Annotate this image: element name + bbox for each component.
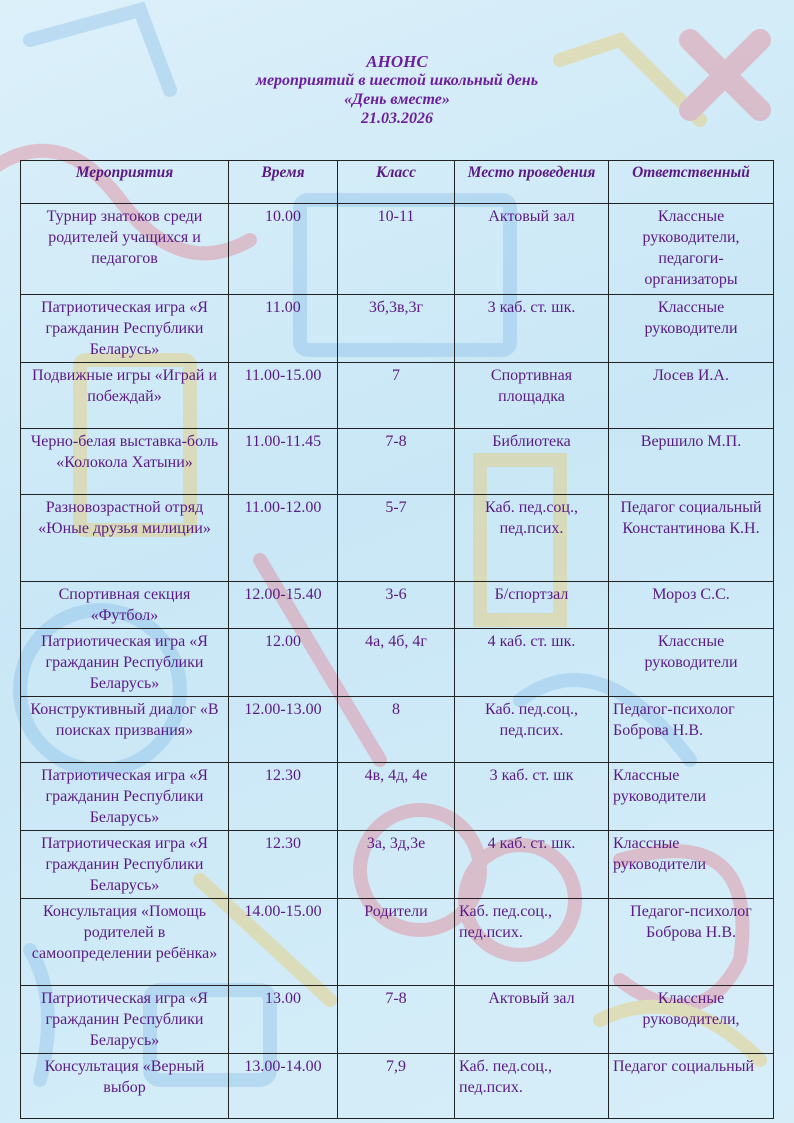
cell-class: 3б,3в,3г [338, 295, 455, 363]
cell-place: Каб. пед.соц., пед.псих. [455, 495, 609, 582]
table-row [21, 629, 774, 697]
cell-event: Патриотическая игра «Я гражданин Республики Беларусь» [21, 295, 229, 363]
table-row [21, 986, 774, 1054]
cell-event: Консультация «Верный выбор [21, 1054, 229, 1119]
cell-responsible: Классные руководители [609, 763, 774, 831]
cell-responsible: Классные руководители [609, 831, 774, 899]
announcement-title: АНОНС [366, 52, 428, 71]
cell-event: Патриотическая игра «Я гражданин Республики Беларусь» [21, 629, 229, 697]
table-row [21, 582, 774, 629]
cell-time: 12.00 [229, 629, 338, 697]
table-header-row [21, 161, 774, 204]
schedule-table [20, 160, 774, 1119]
cell-class: 7-8 [338, 986, 455, 1054]
cell-class: 4а, 4б, 4г [338, 629, 455, 697]
cell-time: 13.00 [229, 986, 338, 1054]
cell-class: 3а, 3д,3е [338, 831, 455, 899]
cell-class: 3-6 [338, 582, 455, 629]
table-row [21, 1054, 774, 1119]
cell-place: Спортивная площадка [455, 363, 609, 429]
column-header-class: Класс [338, 161, 455, 204]
cell-responsible: Классные руководители, [609, 986, 774, 1054]
cell-responsible: Вершило М.П. [609, 429, 774, 495]
table-row [21, 429, 774, 495]
cell-time: 12.30 [229, 831, 338, 899]
cell-time: 11.00 [229, 295, 338, 363]
table-row [21, 204, 774, 295]
cell-place: 3 каб. ст. шк. [455, 295, 609, 363]
table-row [21, 363, 774, 429]
cell-responsible: Педагог социальный Константинова К.Н. [609, 495, 774, 582]
column-header-place: Место проведения [455, 161, 609, 204]
cell-class: 4в, 4д, 4е [338, 763, 455, 831]
announcement-day-name: «День вместе» [344, 91, 450, 108]
cell-place: Каб. пед.соц., пед.псих. [455, 899, 609, 986]
table-row [21, 495, 774, 582]
cell-event: Турнир знатоков среди родителей учащихся и педагогов [21, 204, 229, 295]
cell-class: 7,9 [338, 1054, 455, 1119]
cell-class: 10-11 [338, 204, 455, 295]
announcement-subtitle: мероприятий в шестой школьный день [255, 72, 538, 89]
cell-class: 8 [338, 697, 455, 763]
cell-class: Родители [338, 899, 455, 986]
cell-place: 4 каб. ст. шк. [455, 629, 609, 697]
column-header-time: Время [229, 161, 338, 204]
cell-event: Подвижные игры «Играй и побеждай» [21, 363, 229, 429]
column-header-responsible: Ответственный [609, 161, 774, 204]
cell-time: 14.00-15.00 [229, 899, 338, 986]
cell-responsible: Классные руководители, педагоги-организаторы [609, 204, 774, 295]
cell-place: Каб. пед.соц., пед.псих. [455, 697, 609, 763]
cell-place: Каб. пед.соц., пед.псих. [455, 1054, 609, 1119]
cell-event: Патриотическая игра «Я гражданин Республики Беларусь» [21, 831, 229, 899]
column-header-event: Мероприятия [21, 161, 229, 204]
cell-time: 11.00-11.45 [229, 429, 338, 495]
announcement-date: 21.03.2026 [361, 110, 433, 127]
cell-class: 7 [338, 363, 455, 429]
cell-responsible: Педагог-психолог Боброва Н.В. [609, 899, 774, 986]
cell-place: 3 каб. ст. шк [455, 763, 609, 831]
cell-time: 11.00-12.00 [229, 495, 338, 582]
cell-event: Спортивная секция «Футбол» [21, 582, 229, 629]
cell-event: Патриотическая игра «Я гражданин Республики Беларусь» [21, 986, 229, 1054]
cell-event: Черно-белая выставка-боль «Колокола Хатыни» [21, 429, 229, 495]
table-row [21, 831, 774, 899]
cell-time: 12.30 [229, 763, 338, 831]
cell-responsible: Классные руководители [609, 295, 774, 363]
cell-responsible: Педагог-психолог Боброва Н.В. [609, 697, 774, 763]
cell-event: Конструктивный диалог «В поисках призвания» [21, 697, 229, 763]
table-row [21, 763, 774, 831]
cell-time: 11.00-15.00 [229, 363, 338, 429]
cell-time: 12.00-15.40 [229, 582, 338, 629]
cell-event: Консультация «Помощь родителей в самоопределении ребёнка» [21, 899, 229, 986]
cell-place: Актовый зал [455, 204, 609, 295]
cell-responsible: Лосев И.А. [609, 363, 774, 429]
cell-event: Разновозрастной отряд «Юные друзья милиции» [21, 495, 229, 582]
cell-place: 4 каб. ст. шк. [455, 831, 609, 899]
cell-place: Актовый зал [455, 986, 609, 1054]
cell-time: 13.00-14.00 [229, 1054, 338, 1119]
cell-class: 5-7 [338, 495, 455, 582]
cell-place: Б/спортзал [455, 582, 609, 629]
cell-responsible: Мороз С.С. [609, 582, 774, 629]
cell-place: Библиотека [455, 429, 609, 495]
cell-event: Патриотическая игра «Я гражданин Республики Беларусь» [21, 763, 229, 831]
table-row [21, 697, 774, 763]
cell-time: 10.00 [229, 204, 338, 295]
table-row [21, 295, 774, 363]
cell-class: 7-8 [338, 429, 455, 495]
table-row [21, 899, 774, 986]
announcement-header [0, 52, 794, 128]
cell-responsible: Классные руководители [609, 629, 774, 697]
cell-time: 12.00-13.00 [229, 697, 338, 763]
cell-responsible: Педагог социальный [609, 1054, 774, 1119]
